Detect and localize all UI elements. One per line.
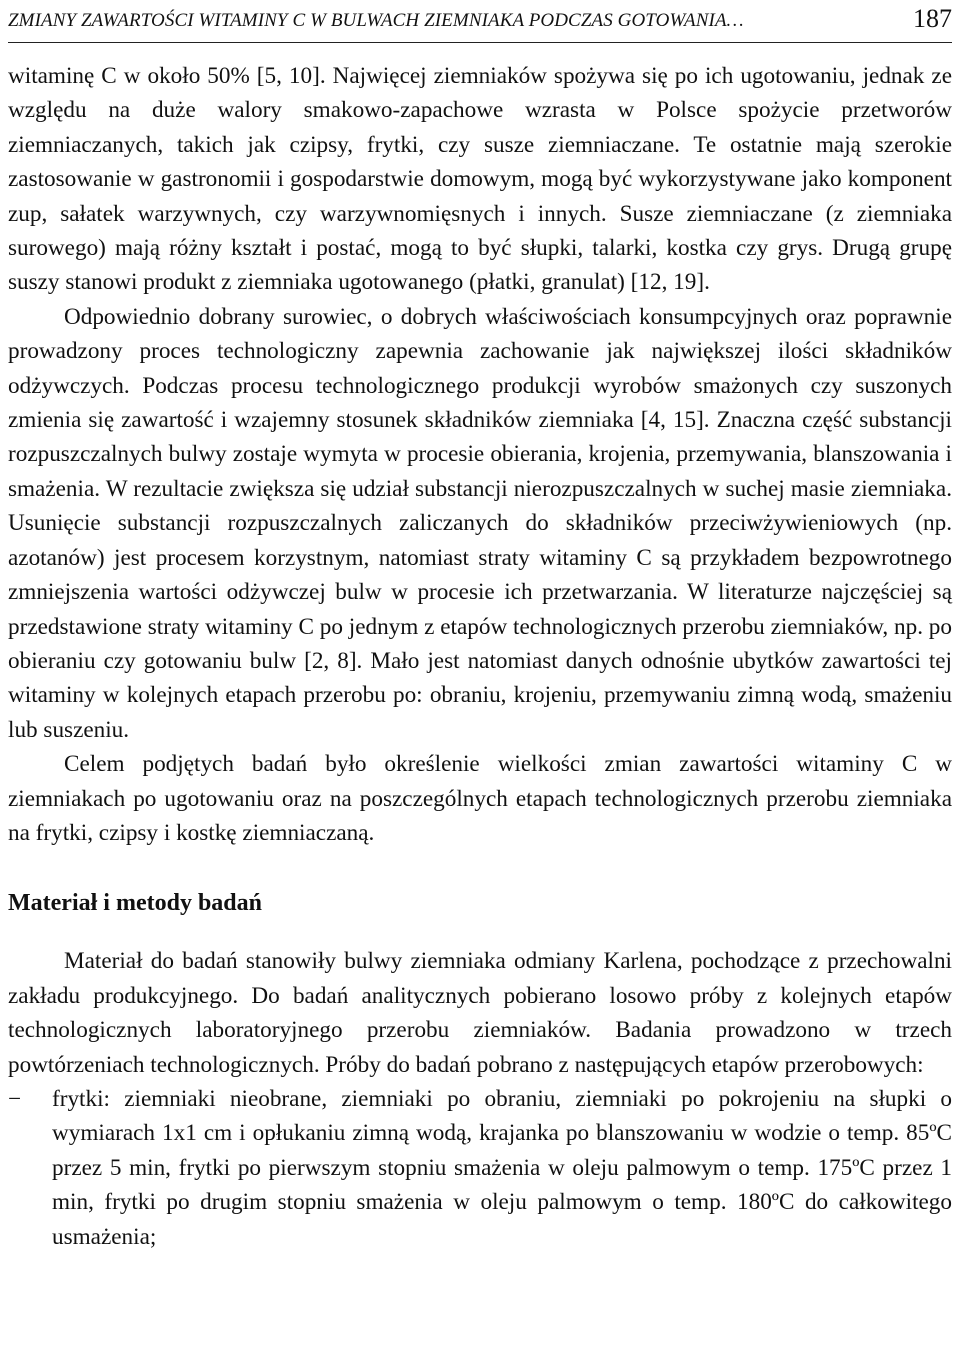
body-text [8, 59, 952, 1254]
paragraph-technology: Odpowiednio dobrany surowiec, o dobrych właściwościach konsumpcyjnych oraz poprawnie prowadzony proces technologiczny zapewnia zachowanie jak największej ilości składników odżywczych. Podczas procesu technologicznego produkcji wyrobów smażonych czy suszonych zmienia się zawartość i wzajemny stosunek składników ziemniaka [4, 15]. Znaczna część substancji rozpuszczalnych bulwy zostaje wymyta w procesie obierania, krojenia, przemywania, blanszowania i smażenia. W rezultacie zwiększa się udział substancji nierozpuszczalnych w suchej masie ziemniaka. Usunięcie substancji rozpuszczalnych zaliczanych do składników przeciwżywieniowych (np. azotanów) jest procesem korzystnym, natomiast straty witaminy C są przykładem bezpowrotnego zmniejszenia wartości odżywczej bulw w procesie ich przetwarzania. W literaturze najczęściej są przedstawione straty witaminy C po jednym z etapów technologicznych przerobu ziemniaków, np. po obieraniu czy gotowaniu bulw [2, 8]. Mało jest natomiast danych odnośnie ubytków zawartości tej witaminy w kolejnych etapach przerobu po: obraniu, krojeniu, przemywaniu zimną wodą, smażeniu lub suszeniu. [8, 303, 952, 743]
paragraph-material: Materiał do badań stanowiły bulwy ziemniaka odmiany Karlena, pochodzące z przechowalni zakładu produkcyjnego. Do badań analitycznych pobierano losowo próby z kolejnych etapów technologicznych laboratoryjnego przerobu ziemniaków. Badania prowadzono w trzech powtórzeniach technologicznych. Próby do badań pobrano z następujących etapów przerobowych: [8, 948, 952, 1078]
paragraph-aim: Celem podjętych badań było określenie wielkości zmian zawartości witaminy C w ziemniakach po ugotowaniu oraz na poszczególnych etapach technologicznych przerobu ziemniaka na frytki, czipsy i kostkę ziemniaczaną. [8, 751, 952, 846]
stages-list [8, 1082, 952, 1254]
running-header [8, 4, 952, 43]
document-page [8, 0, 952, 1254]
list-dash: − [8, 1085, 22, 1112]
list-item [8, 1082, 952, 1254]
list-item-text: frytki: ziemniaki nieobrane, ziemniaki po obraniu, ziemniaki po pokrojeniu na słupki o wymiarach 1x1 cm i opłukaniu zimną wodą, krajanka po blanszowaniu w wodzie o temp. 85ºC przez 5 min, frytki po pierwszym stopniu smażenia w oleju palmowym o temp. 175ºC przez 1 min, frytki po drugim stopniu smażenia w oleju palmowym o temp. 180ºC do całkowitego usmażenia; [52, 1085, 952, 1250]
page-number: 187 [913, 4, 952, 33]
running-title: ZMIANY ZAWARTOŚCI WITAMINY C W BULWACH ZIEMNIAKA PODCZAS GOTOWANIA… [8, 10, 744, 31]
section-heading: Materiał i metody badań [8, 890, 262, 917]
paragraph-intro-continued: witaminę C w około 50% [5, 10]. Najwięcej ziemniaków spożywa się po ich ugotowaniu, jednak ze względu na duże walory smakowo-zapachowe wzrasta w Polsce spożycie przetworów ziemniaczanych, takich jak czipsy, frytki, czy susze ziemniaczane. Te ostatnie mają szerokie zastosowanie w gastronomii i gospodarstwie domowym, mogą być wykorzystywane jako komponent zup, sałatek warzywnych, czy warzywnomięsnych i innych. Susze ziemniaczane (z ziemniaka surowego) mają różny kształt i postać, mogą to być słupki, talarki, kostka czy grys. Drugą grupę suszy stanowi produkt z ziemniaka ugotowanego (płatki, granulat) [12, 19]. [8, 63, 952, 296]
